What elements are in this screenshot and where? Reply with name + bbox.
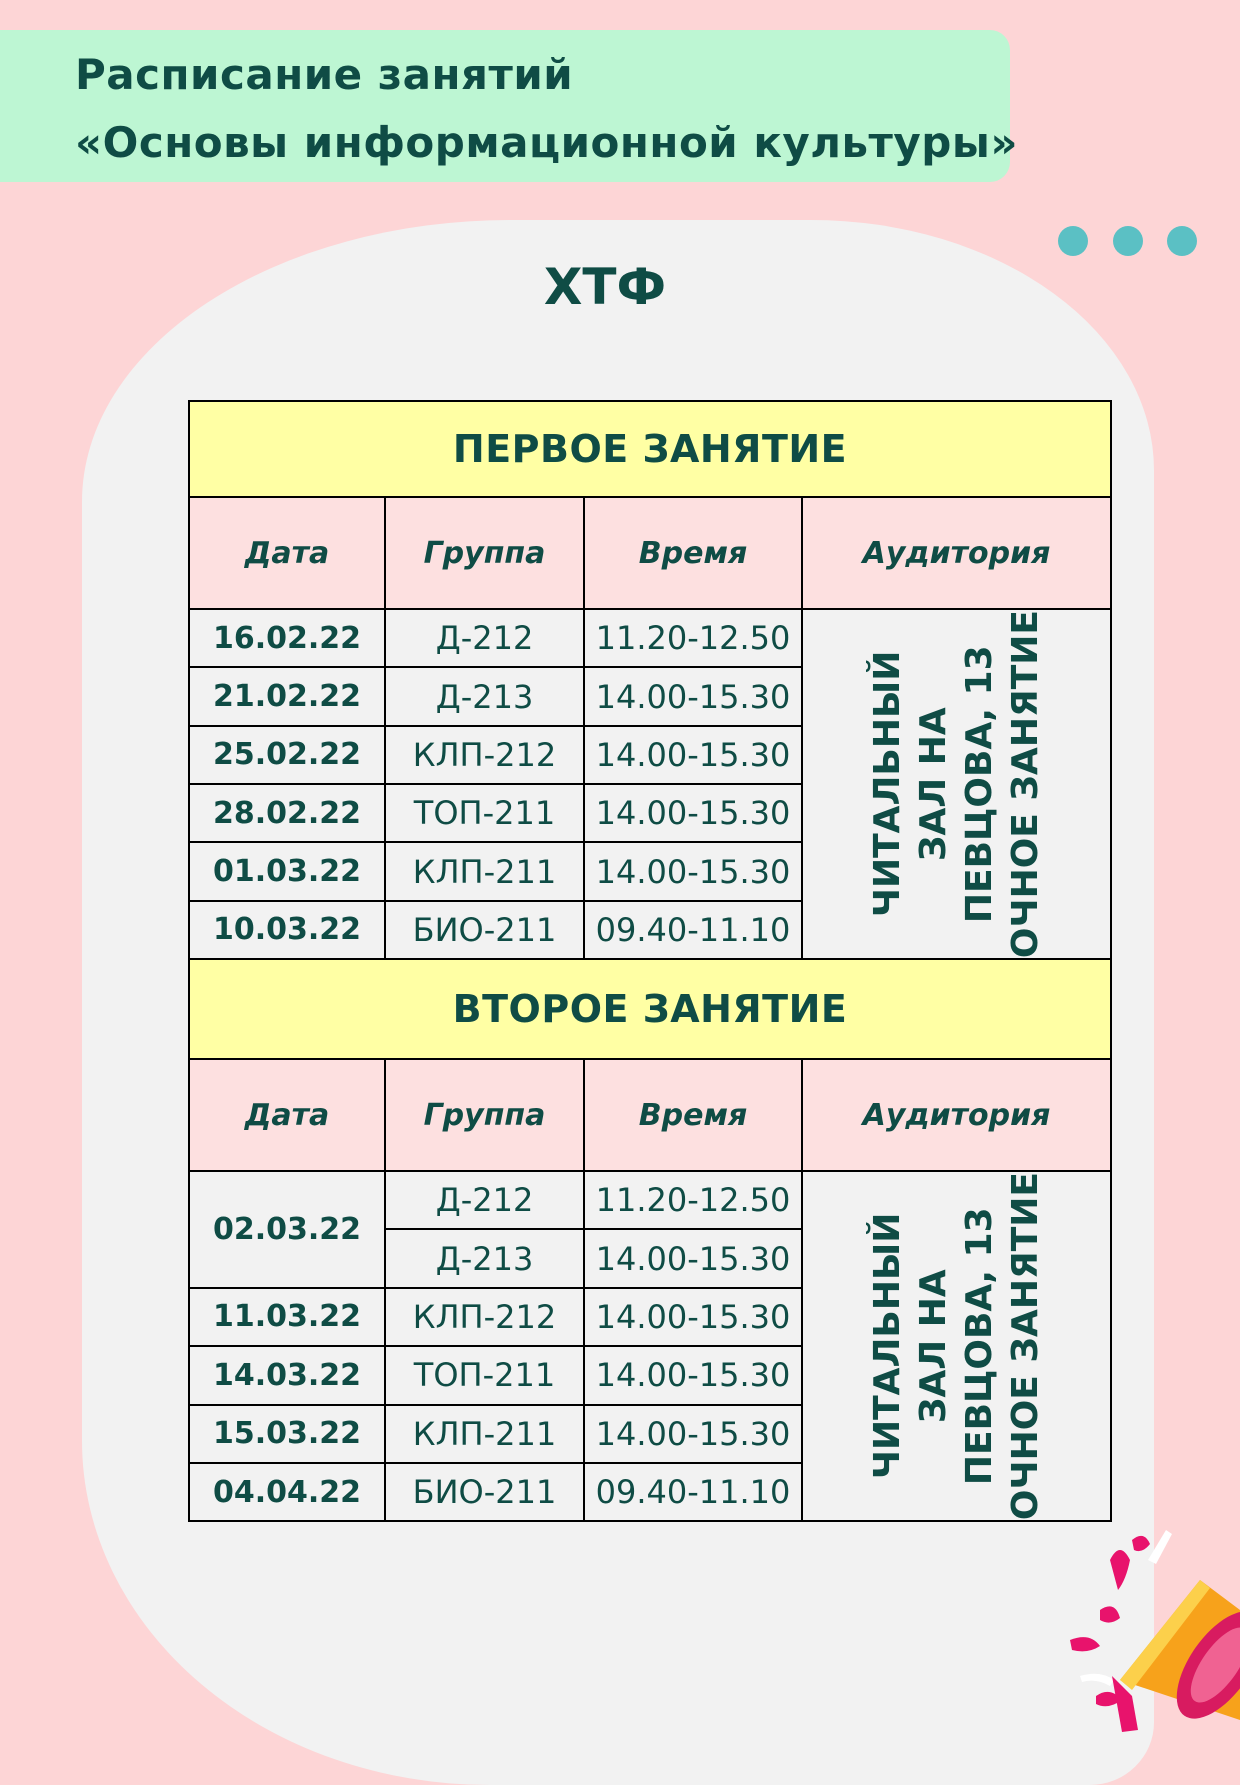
date-cell: 25.02.22: [189, 726, 385, 784]
date-cell: 10.03.22: [189, 901, 385, 959]
room-cell: [802, 609, 1111, 959]
room-line: ЗАЛ НА: [912, 707, 954, 861]
date-cell: 11.03.22: [189, 1288, 385, 1346]
column-header-group: Группа: [385, 497, 584, 609]
group-cell: ТОП-211: [385, 1346, 584, 1404]
room-line: ОЧНОЕ ЗАНЯТИЕ: [1004, 1172, 1046, 1521]
date-cell: 14.03.22: [189, 1346, 385, 1404]
time-cell: 09.40-11.10: [584, 901, 802, 959]
table-row: [189, 609, 1111, 667]
group-cell: КЛП-212: [385, 1288, 584, 1346]
room-line: ЗАЛ НА: [912, 1269, 954, 1424]
room-line: ЧИТАЛЬНЫЙ: [866, 650, 908, 918]
time-cell: 14.00-15.30: [584, 1229, 802, 1287]
date-cell: 28.02.22: [189, 784, 385, 842]
time-cell: 14.00-15.30: [584, 667, 802, 725]
date-cell: 04.04.22: [189, 1463, 385, 1521]
table-row: [189, 1171, 1111, 1229]
group-cell: БИО-211: [385, 1463, 584, 1521]
group-cell: Д-212: [385, 609, 584, 667]
group-cell: КЛП-211: [385, 842, 584, 900]
column-header-time: Время: [584, 1059, 802, 1171]
date-cell: 01.03.22: [189, 842, 385, 900]
faculty-title: ХТФ: [543, 258, 667, 316]
page-title-line2: «Основы информационной культуры»: [75, 118, 1018, 167]
group-cell: КЛП-211: [385, 1405, 584, 1463]
dots-decoration-icon: [1113, 226, 1143, 256]
first-session-table: [188, 400, 1112, 1522]
column-header-date: Дата: [189, 497, 385, 609]
second-session-title: ВТОРОЕ ЗАНЯТИЕ: [189, 959, 1111, 1059]
time-cell: 14.00-15.30: [584, 784, 802, 842]
room-line: ОЧНОЕ ЗАНЯТИЕ: [1004, 610, 1046, 959]
time-cell: 09.40-11.10: [584, 1463, 802, 1521]
room-line: ПЕВЦОВА, 13: [958, 1207, 1000, 1486]
room-line: ПЕВЦОВА, 13: [958, 645, 1000, 923]
date-cell: 02.03.22: [189, 1171, 385, 1288]
time-cell: 14.00-15.30: [584, 1288, 802, 1346]
time-cell: 11.20-12.50: [584, 609, 802, 667]
room-line: ЧИТАЛЬНЫЙ: [866, 1212, 908, 1480]
time-cell: 14.00-15.30: [584, 726, 802, 784]
date-cell: 16.02.22: [189, 609, 385, 667]
time-cell: 14.00-15.30: [584, 1346, 802, 1404]
column-header-time: Время: [584, 497, 802, 609]
group-cell: Д-212: [385, 1171, 584, 1229]
dots-decoration-icon: [1058, 226, 1088, 256]
column-header-group: Группа: [385, 1059, 584, 1171]
column-header-room: Аудитория: [802, 1059, 1111, 1171]
date-cell: 21.02.22: [189, 667, 385, 725]
group-cell: КЛП-212: [385, 726, 584, 784]
group-cell: Д-213: [385, 1229, 584, 1287]
megaphone-icon: [1060, 1500, 1240, 1754]
group-cell: Д-213: [385, 667, 584, 725]
group-cell: БИО-211: [385, 901, 584, 959]
room-label: [865, 610, 1049, 958]
first-session-title: ПЕРВОЕ ЗАНЯТИЕ: [189, 401, 1111, 497]
page-title-line1: Расписание занятий: [75, 50, 574, 99]
room-label: [865, 1172, 1049, 1520]
group-cell: ТОП-211: [385, 784, 584, 842]
column-header-date: Дата: [189, 1059, 385, 1171]
column-header-room: Аудитория: [802, 497, 1111, 609]
time-cell: 14.00-15.30: [584, 842, 802, 900]
time-cell: 14.00-15.30: [584, 1405, 802, 1463]
date-cell: 15.03.22: [189, 1405, 385, 1463]
time-cell: 11.20-12.50: [584, 1171, 802, 1229]
header-band: [0, 30, 1018, 182]
dots-decoration-icon: [1167, 226, 1197, 256]
room-cell: [802, 1171, 1111, 1521]
